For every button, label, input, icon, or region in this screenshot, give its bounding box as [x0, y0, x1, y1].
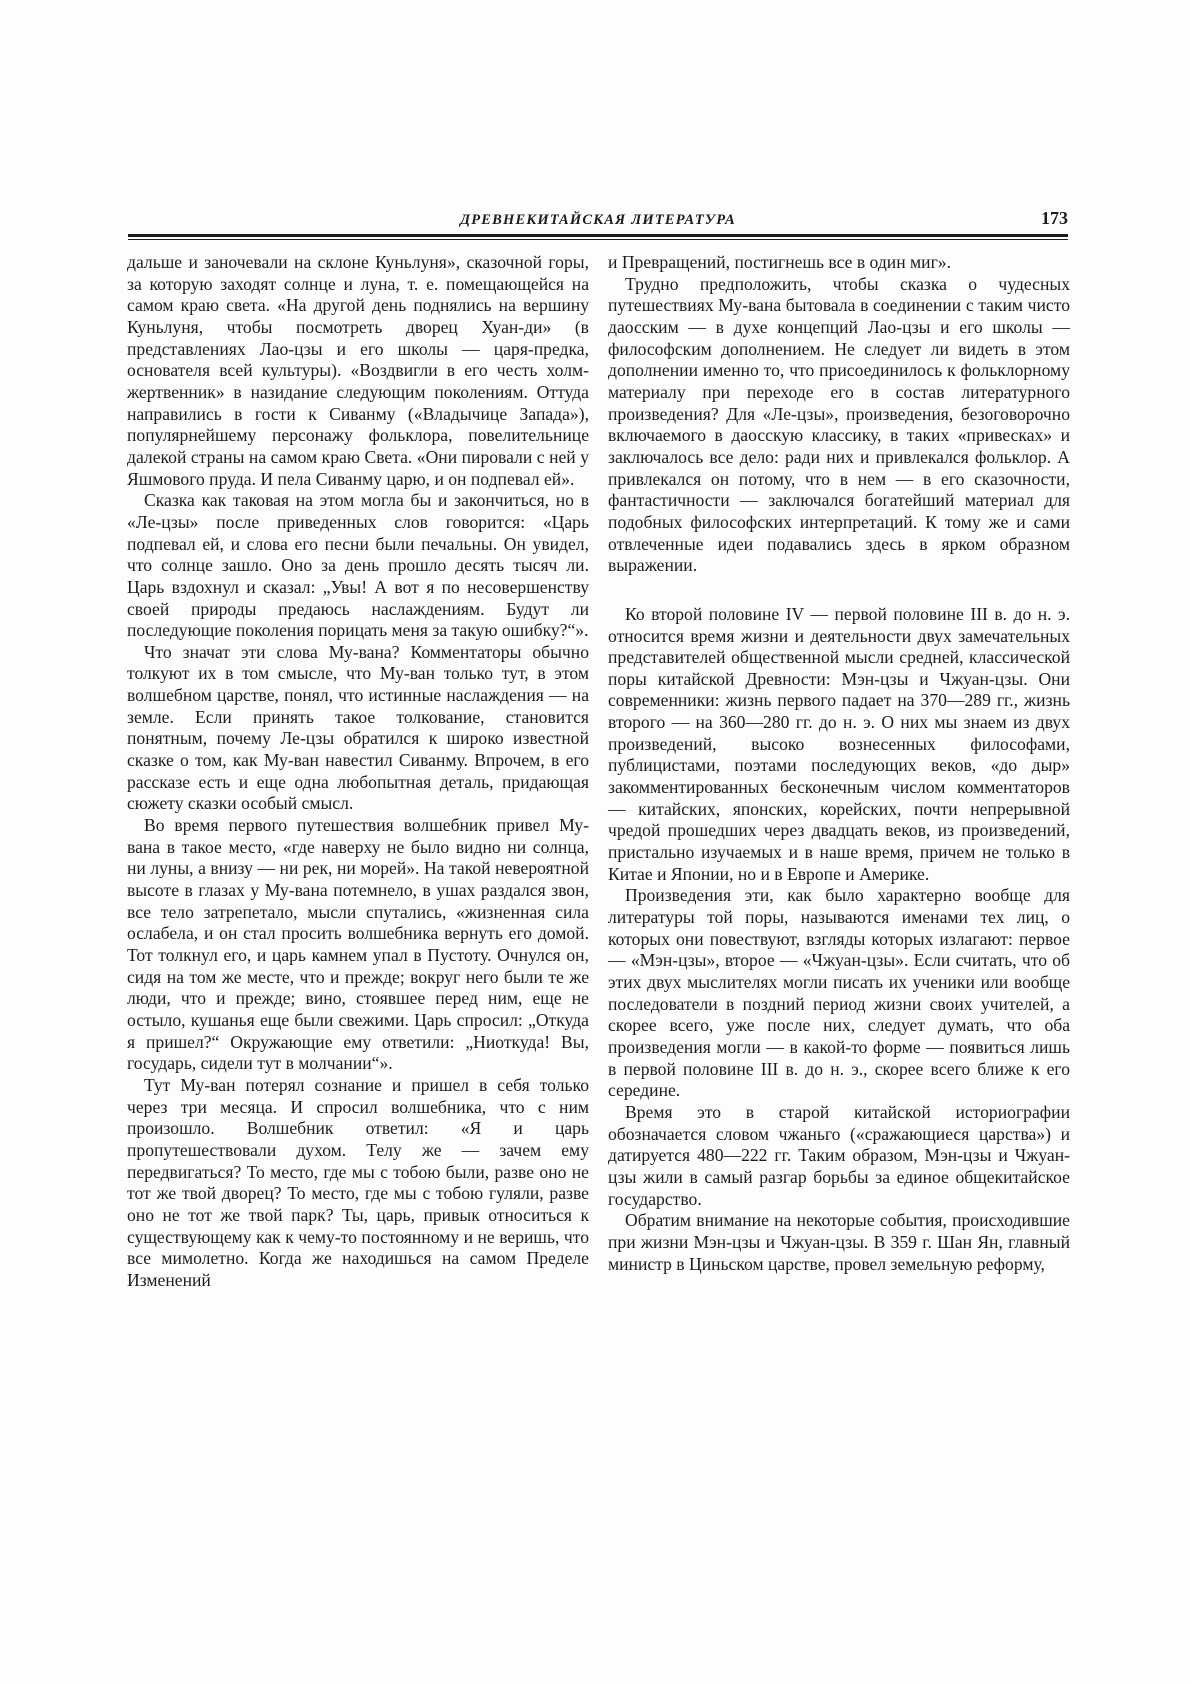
paragraph: Во время первого путешествия волшебник привел Му-вана в такое место, «где наверху не было видно ни солнца, ни луны, а внизу — ни рек, ни морей». На такой невероятной высоте в глазах у Му-вана потемнело, в ушах раздался звон, все тело затрепетало, мысли спутались, «жизненная сила ослабела, и он стал просить волшебника вернуть его домой. Тот толкнул его, и царь камнем упал в Пустоту. Очнулся он, сидя на том же месте, что и прежде; вокруг него были те же люди, что и прежде; вино, стоявшее перед ним, еще не остыло, кушанья еще были свежими. Царь спросил: „Откуда я пришел?“ Окружающие ему ответили: „Ниоткуда! Вы, государь, сидели тут в молчании“».: [127, 815, 589, 1074]
header-rule-thick: [128, 234, 1068, 237]
paragraph: Ко второй половине IV — первой половине III в. до н. э. относится время жизни и деятельности двух замечательных представителей общественной мысли средней, классической поры китайской Древности: Мэн-цзы и Чжуан-цзы. Они современники: жизнь первого падает на 370—289 гг., жизнь второго — на 360—280 гг. до н. э. О них мы знаем из двух произведений, высоко вознесенных философами, публицистами, поэтами последующих веков, «до дыр» закомментированных бесконечным числом комментаторов — китайских, японских, корейских, почти непрерывной чредой прошедших через двадцать веков, из произведений, пристально изучаемых и в наше время, причем не только в Китае и Японии, но и в Европе и Америке.: [608, 603, 1070, 884]
paragraph: Трудно предположить, чтобы сказка о чудесных путешествиях Му-вана бытовала в соединении с таким чисто даосским — в духе концепций Лао-цзы и его школы — философским дополнением. Не следует ли видеть в этом дополнении именно то, что присоединилось к фольклорному материалу при переходе его в состав литературного произведения? Для «Ле-цзы», произведения, безоговорочно включаемого в даосскую классику, в таких «привесках» и заключалось все дело: ради них и привлекался фольклор. А привлекался он потому, что в нем — в его сказочности, фантастичности — заключался богатейший материал для подобных философских интерпретаций. К тому же и сами отвлеченные идеи подавались здесь в ярком образном выражении.: [608, 273, 1070, 576]
running-title: ДРЕВНЕКИТАЙСКАЯ ЛИТЕРАТУРА: [460, 212, 736, 228]
paragraph: дальше и заночевали на склоне Куньлуня», сказочной горы, за которую заходят солнце и луна, т. е. помещающейся на самом краю света. «На другой день поднялись на вершину Куньлуня, чтобы посмотреть дворец Хуан-ди» (в представлениях Лао-цзы и его школы — царя-предка, основателя всей культуры). «Воздвигли в его честь холм-жертвенник» в назидание следующим поколениям. Оттуда направились в гости к Сиванму («Владычице Запада»), популярнейшему персонажу фольклора, повелительнице далекой страны на самом краю Света. «Они пировали с ней у Яшмового пруда. И пела Сиванму царю, и он подпевал ей».: [127, 252, 589, 489]
paragraph: и Превращений, постигнешь все в один миг».: [608, 252, 951, 272]
paragraph: Обратим внимание на некоторые события, происходившие при жизни Мэн-цзы и Чжуан-цзы. В 359 г. Шан Ян, главный министр в Циньском царстве, провел земельную реформу,: [608, 1210, 1070, 1274]
paragraph: Время это в старой китайской историографии обозначается словом чжаньго («сражающиеся царства») и датируется 480—222 гг. Таким образом, Мэн-цзы и Чжуан-цзы жили в самый разгар борьбы за единое общекитайское государство.: [608, 1101, 1070, 1209]
page-number: 173: [1041, 208, 1068, 228]
running-head: [128, 208, 1068, 236]
paragraph: Что значат эти слова Му-вана? Комментаторы обычно толкуют их в том смысле, что Му-ван только тут, в этом волшебном царстве, понял, что истинные наслаждения — на земле. Если принять такое толкование, становится понятным, почему Ле-цзы обратился к широко известной сказке о том, как Му-ван навестил Сиванму. Впрочем, в его рассказе есть и еще одна любопытная деталь, придающая сюжету сказки особый смысл.: [127, 641, 589, 814]
header-rule-thin: [128, 239, 1068, 240]
left-column: [127, 252, 589, 1292]
paragraph: Сказка как таковая на этом могла бы и закончиться, но в «Ле-цзы» после приведенных слов говорится: «Царь подпевал ей, и слова его песни были печальны. Он увидел, что солнце зашло. Оно за день прошло десять тысяч ли. Царь вздохнул и сказал: „Увы! А вот я по несовершенству своей природы предаюсь наслаждениям. Будут ли последующие поколения порицать меня за такую ошибку?“».: [127, 490, 589, 641]
paragraph: Тут Му-ван потерял сознание и пришел в себя только через три месяца. И спросил волшебника, что с ним произошло. Волшебник ответил: «Я и царь пропутешествовали духом. Телу же — зачем ему передвигаться? То место, где мы с тобою были, разве оно не тот же твой дворец? То место, где мы с тобою гуляли, разве оно не тот же твой парк? Ты, царь, привык относиться к существующему как к чему-то постоянному и не веришь, что все мимолетно. Когда же находишься на самом Пределе Изменений: [127, 1074, 589, 1290]
paragraph: Произведения эти, как было характерно вообще для литературы той поры, называются именами тех лиц, о которых они повествуют, взгляды которых излагают: первое — «Мэн-цзы», второе — «Чжуан-цзы». Если считать, что об этих двух мыслителях могли писать их ученики или вообще последователи в поздний период жизни своих учителей, а скорее всего, уже после них, следует думать, что оба произведения могли — в какой-то форме — появиться лишь в первой половине III в. до н. э., скорее всего ближе к его середине.: [608, 885, 1070, 1101]
right-column: [608, 252, 1070, 1275]
